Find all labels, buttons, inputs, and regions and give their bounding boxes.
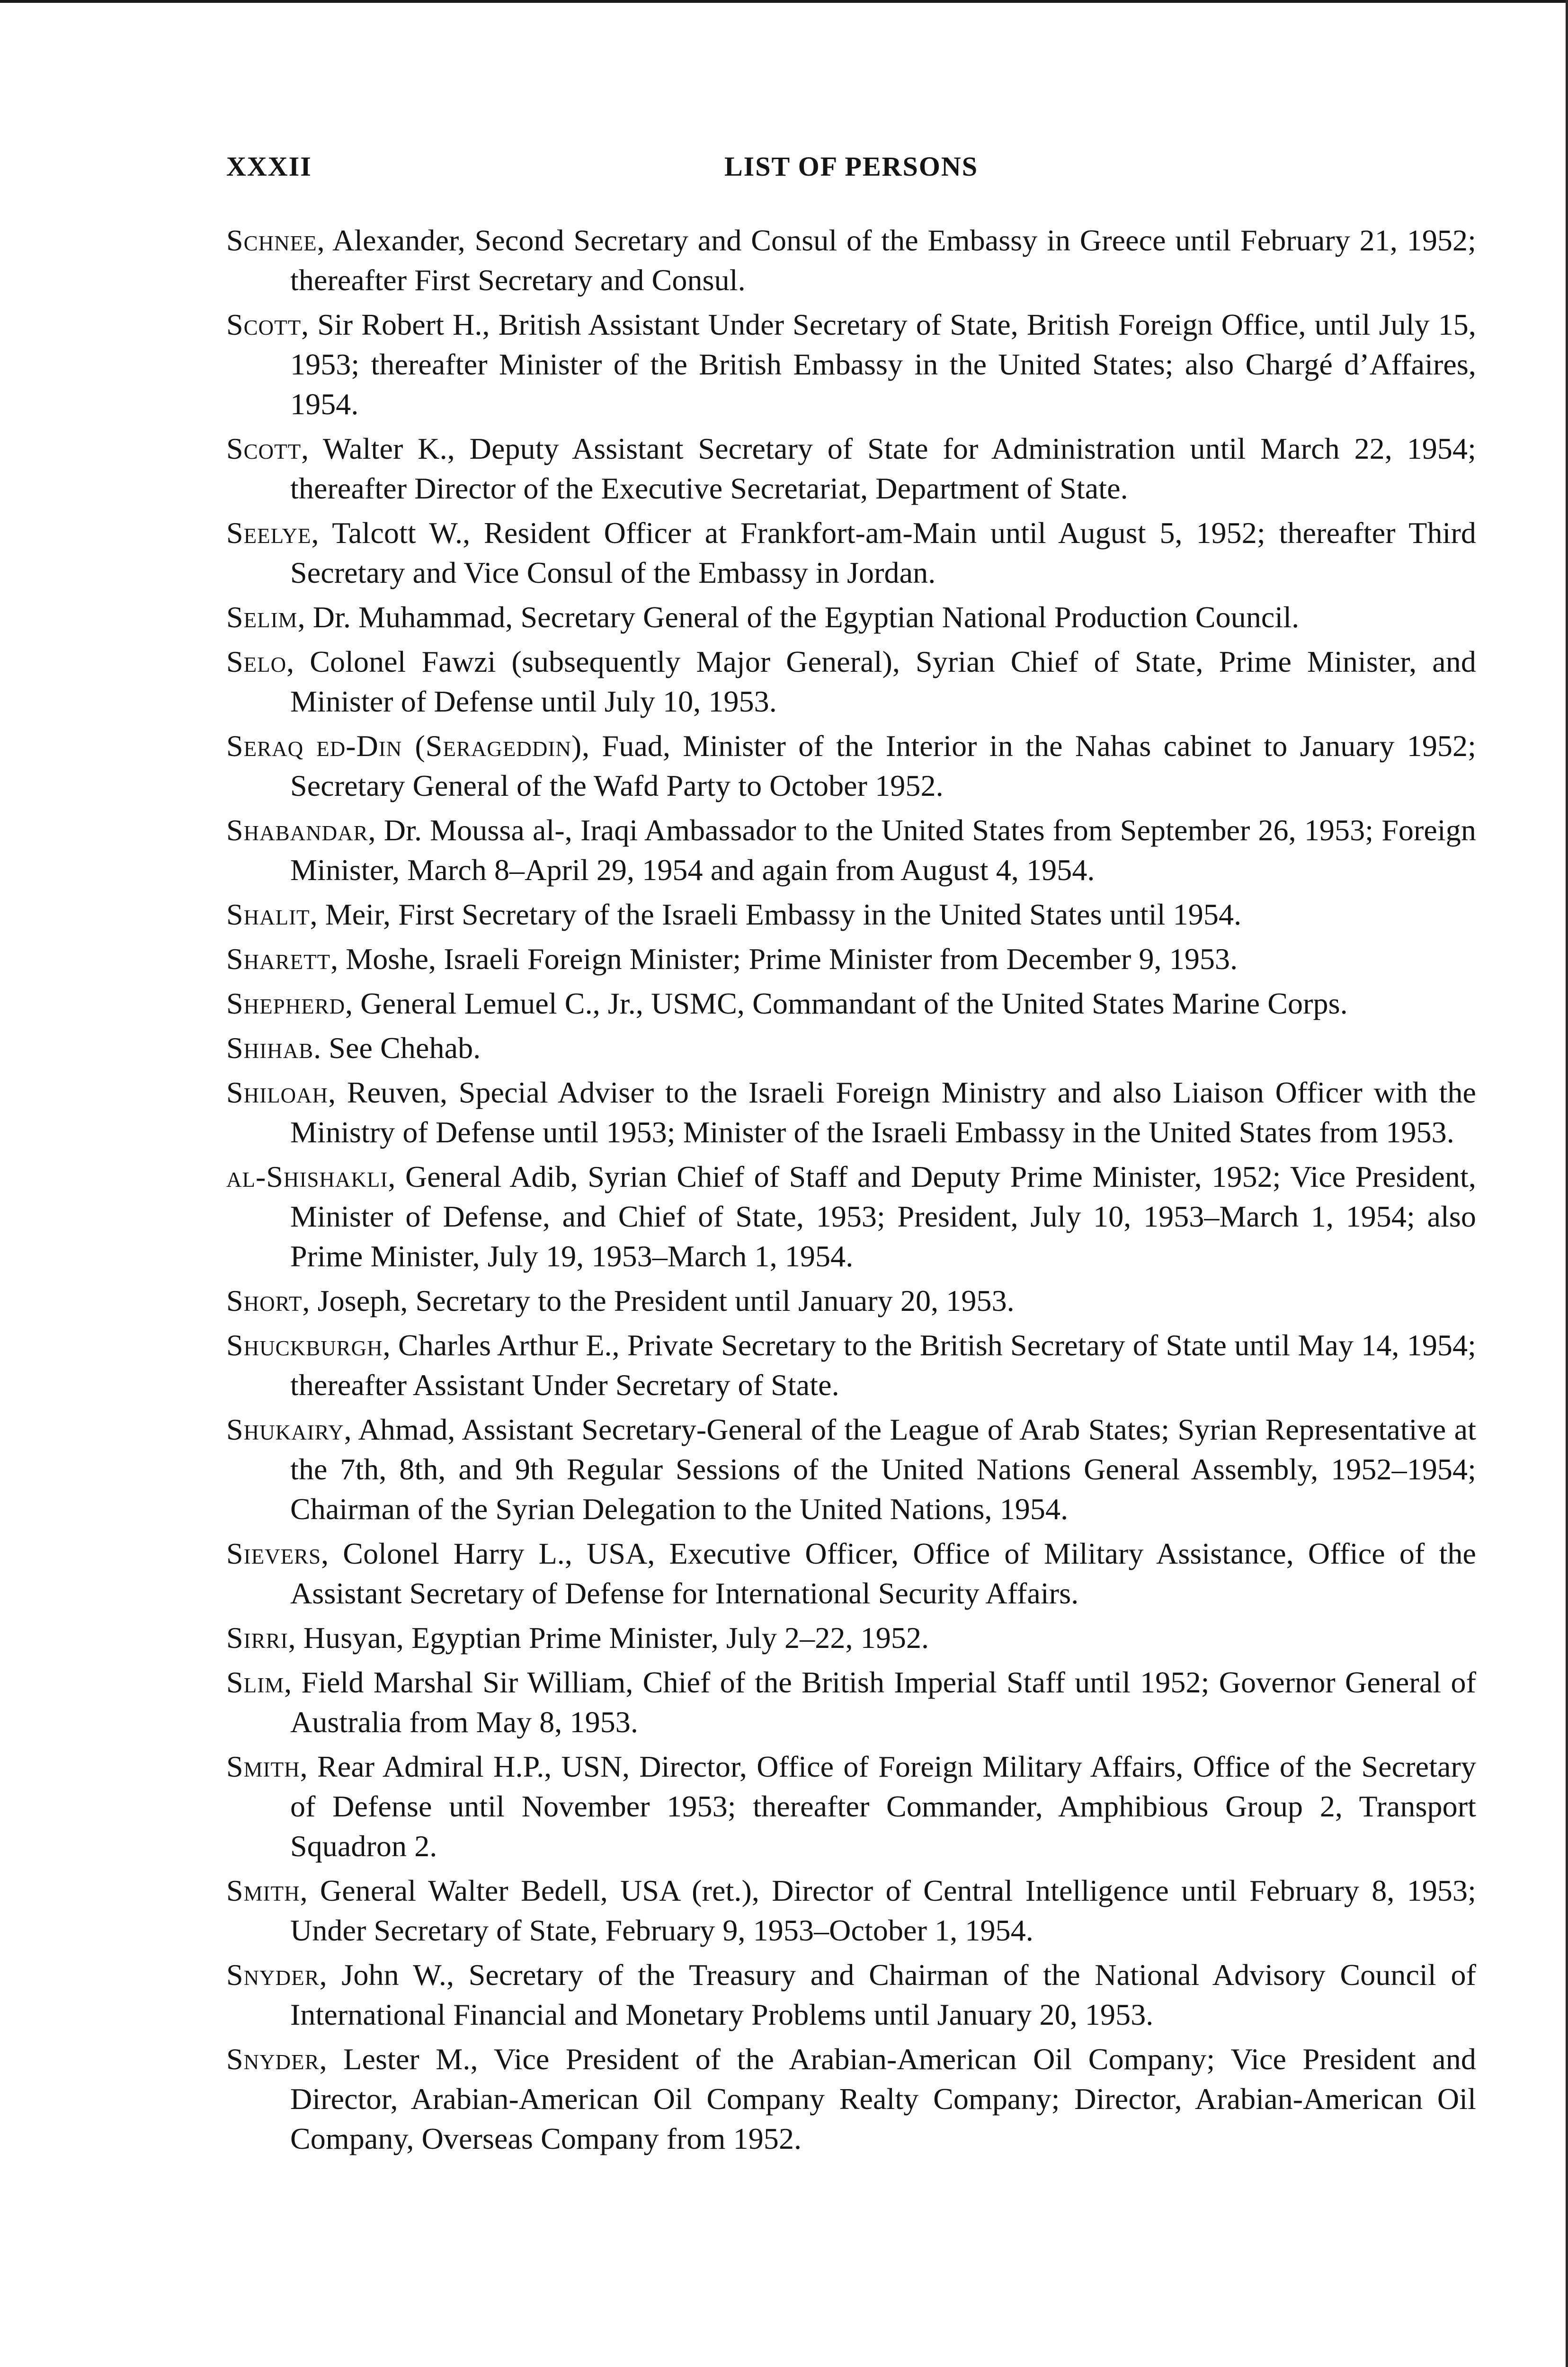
person-entry bbox=[226, 221, 1476, 300]
person-entry bbox=[226, 513, 1476, 593]
person-entry bbox=[226, 984, 1476, 1023]
person-description: , Walter K., Deputy Assistant Secretary of State for Administration until March 22, 1954; thereafter Director of the Executive Secretariat, Department of State. bbox=[290, 432, 1476, 505]
person-name: Shiloah bbox=[226, 1076, 329, 1109]
person-name: Short bbox=[226, 1284, 303, 1317]
persons-list bbox=[226, 221, 1476, 2159]
person-entry bbox=[226, 429, 1476, 508]
person-description: , Reuven, Special Adviser to the Israeli Foreign Ministry and also Liaison Officer with the Ministry of Defense until 1953; Minister of the Israeli Embassy in the United States from 1953. bbox=[290, 1076, 1476, 1149]
person-entry bbox=[226, 726, 1476, 806]
running-head bbox=[226, 151, 1476, 188]
person-entry bbox=[226, 1281, 1476, 1321]
person-description: , Husyan, Egyptian Prime Minister, July 2–22, 1952. bbox=[288, 1621, 929, 1655]
person-name: Scott bbox=[226, 432, 302, 465]
person-entry bbox=[226, 642, 1476, 721]
person-name: Sharett bbox=[226, 942, 331, 976]
person-description: , Fuad, Minister of the Interior in the Nahas cabinet to January 1952; Secretary General of the Wafd Party to October 1952. bbox=[290, 729, 1476, 802]
person-entry bbox=[226, 305, 1476, 424]
person-name: Sievers bbox=[226, 1537, 321, 1570]
person-entry bbox=[226, 1028, 1476, 1068]
person-description: , Rear Admiral H.P., USN, Director, Office of Foreign Military Affairs, Office of the Secretary of Defense until November 1953; thereafter Commander, Amphibious Group 2, Transport Squadron 2. bbox=[290, 1750, 1476, 1863]
person-name: Smith bbox=[226, 1874, 300, 1907]
person-entry bbox=[226, 1073, 1476, 1152]
person-name: Selo bbox=[226, 645, 287, 678]
person-description: , Lester M., Vice President of the Arabian-American Oil Company; Vice President and Director, Arabian-American Oil Company Realty Company; Director, Arabian-American Oil Company, Overseas Company from 1952. bbox=[290, 2042, 1476, 2155]
person-description: , Field Marshal Sir William, Chief of the British Imperial Staff until 1952; Governor General of Australia from May 8, 1953. bbox=[284, 1665, 1476, 1739]
person-description: , Charles Arthur E., Private Secretary to the British Secretary of State until May 14, 1954; thereafter Assistant Under Secretary of State. bbox=[290, 1328, 1476, 1402]
person-entry bbox=[226, 1157, 1476, 1276]
person-description: , Alexander, Second Secretary and Consul of the Embassy in Greece until February 21, 1952; thereafter First Secretary and Consul. bbox=[290, 223, 1476, 297]
person-name: Selim bbox=[226, 600, 298, 634]
person-entry bbox=[226, 2039, 1476, 2159]
person-name: al-Shishakli bbox=[226, 1160, 388, 1193]
person-description: . See Chehab. bbox=[313, 1031, 481, 1065]
person-description: , Ahmad, Assistant Secretary-General of the League of Arab States; Syrian Representative at the 7th, 8th, and 9th Regular Sessions of the United Nations General Assembly, 1952–1954; Chairman of the Syrian Delegation to the United Nations, 1954. bbox=[290, 1413, 1476, 1526]
person-entry bbox=[226, 1747, 1476, 1866]
person-description: , Colonel Harry L., USA, Executive Officer, Office of Military Assistance, Office of the Assistant Secretary of Defense for International Security Affairs. bbox=[290, 1537, 1476, 1610]
person-description: , Moshe, Israeli Foreign Minister; Prime Minister from December 9, 1953. bbox=[330, 942, 1238, 976]
person-name: Shuckburgh bbox=[226, 1328, 383, 1362]
person-name: Sirri bbox=[226, 1621, 288, 1655]
person-entry bbox=[226, 1410, 1476, 1529]
person-name: Slim bbox=[226, 1665, 285, 1699]
person-entry bbox=[226, 1663, 1476, 1742]
person-description: , Dr. Moussa al-, Iraqi Ambassador to the United States from September 26, 1953; Foreign Minister, March 8–April 29, 1954 and again from August 4, 1954. bbox=[290, 813, 1476, 887]
person-name: Shihab bbox=[226, 1031, 314, 1065]
person-description: , John W., Secretary of the Treasury and Chairman of the National Advisory Council of International Financial and Monetary Problems until January 20, 1953. bbox=[290, 1958, 1476, 2031]
person-description: , General Adib, Syrian Chief of Staff and Deputy Prime Minister, 1952; Vice President, Minister of Defense, and Chief of State, 1953; President, July 10, 1953–March 1, 1954; also Prime Minister, July 19, 1953–March 1, 1954. bbox=[290, 1160, 1476, 1273]
person-name: Smith bbox=[226, 1750, 300, 1783]
person-name: Scott bbox=[226, 308, 302, 341]
person-name: Seelye bbox=[226, 516, 312, 550]
person-description: , General Walter Bedell, USA (ret.), Director of Central Intelligence until February 8, 1953; Under Secretary of State, February 9, 1953–October 1, 1954. bbox=[290, 1874, 1476, 1947]
person-entry bbox=[226, 895, 1476, 934]
person-name: Shabandar bbox=[226, 813, 368, 847]
person-name: Snyder bbox=[226, 2042, 320, 2076]
section-title: LIST OF PERSONS bbox=[724, 151, 979, 182]
person-description: , Joseph, Secretary to the President until January 20, 1953. bbox=[302, 1284, 1015, 1317]
person-entry bbox=[226, 597, 1476, 637]
person-description: , Talcott W., Resident Officer at Frankfort-am-Main until August 5, 1952; thereafter Third Secretary and Vice Consul of the Embassy in Jordan. bbox=[290, 516, 1476, 589]
person-description: , Meir, First Secretary of the Israeli Embassy in the United States until 1954. bbox=[310, 898, 1242, 931]
person-entry bbox=[226, 1534, 1476, 1613]
person-entry bbox=[226, 1871, 1476, 1950]
person-name: Shalit bbox=[226, 898, 310, 931]
scan-border-right bbox=[1566, 0, 1568, 2367]
person-description: , Colonel Fawzi (subsequently Major General), Syrian Chief of State, Prime Minister, and Minister of Defense until July 10, 1953. bbox=[286, 645, 1476, 718]
document-page bbox=[226, 151, 1476, 2163]
person-description: , Sir Robert H., British Assistant Under Secretary of State, British Foreign Office, until July 15, 1953; thereafter Minister of the British Embassy in the United States; also Chargé d’Affaires, 1954. bbox=[290, 308, 1476, 421]
person-entry bbox=[226, 939, 1476, 979]
person-name: Seraq ed-Din (Serageddin) bbox=[226, 729, 582, 763]
scan-border-top bbox=[0, 0, 1568, 3]
person-entry bbox=[226, 1326, 1476, 1405]
page-number: XXXII bbox=[226, 151, 312, 182]
person-entry bbox=[226, 1618, 1476, 1658]
person-name: Snyder bbox=[226, 1958, 320, 1992]
person-description: , Dr. Muhammad, Secretary General of the Egyptian National Production Council. bbox=[297, 600, 1300, 634]
person-description: , General Lemuel C., Jr., USMC, Commandant of the United States Marine Corps. bbox=[345, 987, 1348, 1020]
person-entry bbox=[226, 810, 1476, 890]
person-entry bbox=[226, 1955, 1476, 2035]
person-name: Schnee bbox=[226, 223, 317, 257]
person-name: Shukairy bbox=[226, 1413, 344, 1446]
person-name: Shepherd bbox=[226, 987, 346, 1020]
